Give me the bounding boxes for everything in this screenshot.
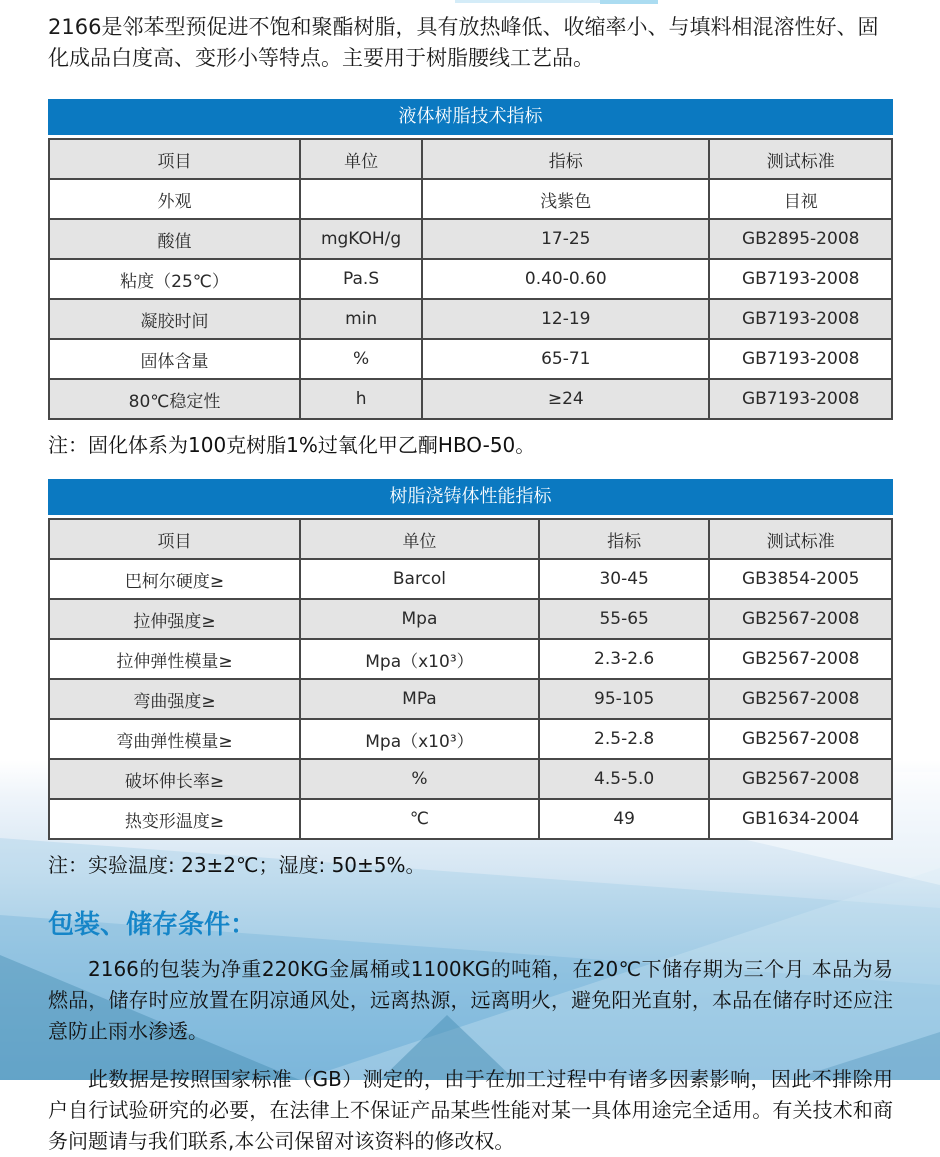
table-cell: 2.3-2.6 — [539, 639, 710, 679]
table-cell: % — [300, 339, 422, 379]
table-cell: GB7193-2008 — [709, 299, 892, 339]
table-cell: MPa — [300, 679, 539, 719]
table-row — [49, 219, 892, 259]
table-row — [49, 339, 892, 379]
table-cell: 巴柯尔硬度≥ — [49, 559, 300, 599]
table-cell: GB2567-2008 — [709, 639, 892, 679]
table-cell: ≥24 — [422, 379, 709, 419]
table-cell: 95-105 — [539, 679, 710, 719]
table-cell: GB7193-2008 — [709, 379, 892, 419]
table-cell — [300, 179, 422, 219]
table-cell: 弯曲强度≥ — [49, 679, 300, 719]
table-cell: 酸值 — [49, 219, 300, 259]
table-cell: ℃ — [300, 799, 539, 839]
table-row — [49, 299, 892, 339]
table-cell: min — [300, 299, 422, 339]
table-cell: 固体含量 — [49, 339, 300, 379]
header-row — [49, 519, 892, 559]
header-row — [49, 139, 892, 179]
table-cell: GB1634-2004 — [709, 799, 892, 839]
table-cell: Mpa（x10³） — [300, 719, 539, 759]
column-header: 单位 — [300, 139, 422, 179]
table-cell: 热变形温度≥ — [49, 799, 300, 839]
table-cell: GB2895-2008 — [709, 219, 892, 259]
table-cell: Mpa — [300, 599, 539, 639]
liquid-resin-table-block — [48, 99, 893, 458]
column-header: 指标 — [539, 519, 710, 559]
table-cell: h — [300, 379, 422, 419]
table-cell: 65-71 — [422, 339, 709, 379]
table-row — [49, 719, 892, 759]
table-row — [49, 559, 892, 599]
table-cell: 0.40-0.60 — [422, 259, 709, 299]
table-row — [49, 799, 892, 839]
table-cell: GB3854-2005 — [709, 559, 892, 599]
table-cell: 目视 — [709, 179, 892, 219]
table-cell: 4.5-5.0 — [539, 759, 710, 799]
table-cell: 49 — [539, 799, 710, 839]
column-header: 项目 — [49, 139, 300, 179]
column-header: 项目 — [49, 519, 300, 559]
column-header: 指标 — [422, 139, 709, 179]
table-row — [49, 259, 892, 299]
table-row — [49, 679, 892, 719]
table-cell: 弯曲弹性模量≥ — [49, 719, 300, 759]
table-cell: 30-45 — [539, 559, 710, 599]
table-cell: 2.5-2.8 — [539, 719, 710, 759]
intro-paragraph: 2166是邻苯型预促进不饱和聚酯树脂，具有放热峰低、收缩率小、与填料相混溶性好、固化成品白度高、变形小等特点。主要用于树脂腰线工艺品。 — [48, 15, 879, 70]
table-row — [49, 759, 892, 799]
column-header: 测试标准 — [709, 139, 892, 179]
table-cell: 12-19 — [422, 299, 709, 339]
table-cell: 拉伸弹性模量≥ — [49, 639, 300, 679]
column-header: 测试标准 — [709, 519, 892, 559]
table-row — [49, 639, 892, 679]
liquid-resin-table — [48, 138, 893, 420]
table-cell: 粘度（25℃） — [49, 259, 300, 299]
table-cell: Pa.S — [300, 259, 422, 299]
table-cell: 凝胶时间 — [49, 299, 300, 339]
casting-body-table-note: 注：实验温度: 23±2℃；湿度: 50±5%。 — [48, 853, 426, 877]
casting-body-table-block — [48, 479, 893, 878]
column-header: 单位 — [300, 519, 539, 559]
table-cell: 破坏伸长率≥ — [49, 759, 300, 799]
table-cell: 拉伸强度≥ — [49, 599, 300, 639]
liquid-resin-table-title: 液体树脂技术指标 — [48, 99, 893, 135]
table-cell: GB7193-2008 — [709, 259, 892, 299]
storage-heading: 包装、储存条件： — [48, 910, 257, 940]
table-cell: Mpa（x10³） — [300, 639, 539, 679]
table-cell: 外观 — [49, 179, 300, 219]
table-cell: % — [300, 759, 539, 799]
casting-body-table — [48, 518, 893, 840]
disclaimer-paragraph: 此数据是按照国家标准（GB）测定的，由于在加工过程中有诸多因素影响，因此不排除用户自行试验研究的必要，在法律上不保证产品某些性能对某一具体用途完全适用。有关技术和商务问题请与我们联系,本公司保留对该资料的修改权。 — [48, 1067, 893, 1153]
table-cell: GB7193-2008 — [709, 339, 892, 379]
table-cell: mgKOH/g — [300, 219, 422, 259]
table-cell: 80℃稳定性 — [49, 379, 300, 419]
table-cell: GB2567-2008 — [709, 719, 892, 759]
table-cell: 17-25 — [422, 219, 709, 259]
table-cell: GB2567-2008 — [709, 759, 892, 799]
storage-paragraph: 2166的包装为净重220KG金属桶或1100KG的吨箱，在20℃下储存期为三个月 本品为易燃品，储存时应放置在阴凉通风处，远离热源，远离明火，避免阳光直射，本品在储存时还应注意防止雨水渗透。 — [48, 957, 893, 1043]
table-cell: GB2567-2008 — [709, 679, 892, 719]
table-cell: GB2567-2008 — [709, 599, 892, 639]
casting-body-table-title: 树脂浇铸体性能指标 — [48, 479, 893, 515]
table-cell: 55-65 — [539, 599, 710, 639]
table-cell: 浅紫色 — [422, 179, 709, 219]
liquid-resin-table-note: 注：固化体系为100克树脂1%过氧化甲乙酮HBO-50。 — [48, 433, 536, 457]
table-cell: Barcol — [300, 559, 539, 599]
table-row — [49, 179, 892, 219]
table-row — [49, 599, 892, 639]
table-row — [49, 379, 892, 419]
